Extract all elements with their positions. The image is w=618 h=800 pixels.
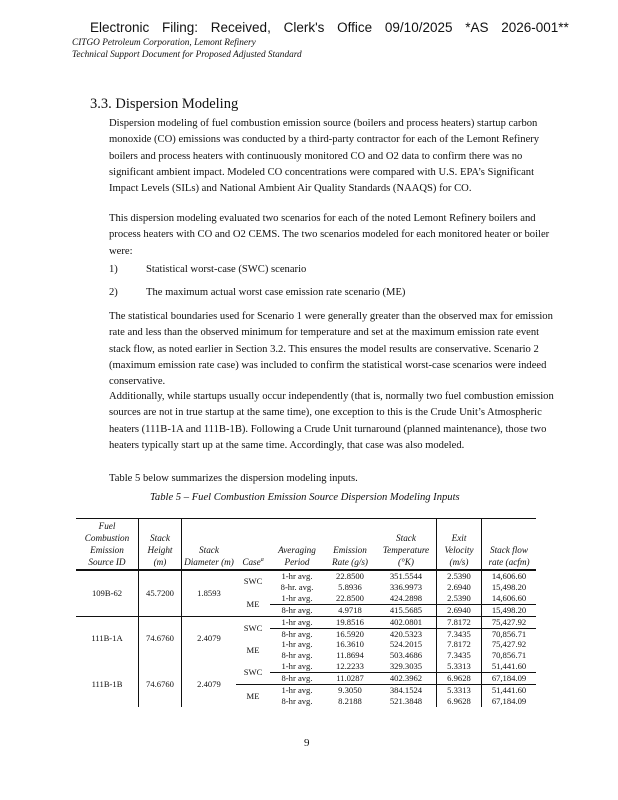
cell-temp: 420.5323 bbox=[376, 628, 437, 639]
cell-period: 8-hr. avg. bbox=[280, 581, 314, 592]
header-source-id: Fuel Combustion Emission Source ID bbox=[76, 519, 139, 571]
cell-period: 1-hr avg. bbox=[281, 571, 313, 581]
header-stack-flow-rate: Stack flow rate (acfm) bbox=[482, 519, 537, 571]
paragraph-intro: Dispersion modeling of fuel combustion emission source (boilers and process heaters) startup carbon monoxide (CO) emissions was conducted by a third-party contractor for each of the Lemont Refinery boilers and process heaters with continuously monitored CO and O2 data to confirm there was no significant ambient impact. Modeled CO concentrations were compared with U.S. EPA’s Significant Impact Levels (SILs) and National Ambient Air Quality Standards (NAAQS) for CO. bbox=[109, 118, 540, 195]
cell-period: 1-hr avg. bbox=[270, 616, 324, 628]
cell-velocity: 7.3435 bbox=[437, 628, 482, 639]
cell-flow: 51,441.60 bbox=[491, 661, 527, 672]
cell-velocity: 5.3313 bbox=[437, 685, 482, 696]
cell-case: SWC bbox=[243, 667, 263, 678]
cell-case: SWC bbox=[236, 616, 270, 639]
paragraph-startup-exception: Additionally, while startups usually occur independently (that is, normally two fuel combustion emission sources are not in true startup at the same time), one exception to this is the Crude Unit’s Atmospheric heaters (111B-1A and 111B-1B). Following a Crude Unit turnaround (planned maintenance), those two heaters typically start up at the same time. Accordingly, that case was also modeled. bbox=[109, 391, 554, 451]
cell-velocity: 2.5390 bbox=[437, 570, 482, 582]
dispersion-modeling-inputs-table bbox=[76, 518, 536, 707]
cell-temp: 415.5685 bbox=[376, 604, 437, 616]
cell-rate: 16.3610 bbox=[336, 639, 364, 650]
cell-velocity: 2.6940 bbox=[437, 604, 482, 616]
cell-case: ME bbox=[246, 644, 260, 655]
header-stack-temperature: Stack Temperature (°K) bbox=[376, 519, 437, 571]
list-number: 2) bbox=[109, 287, 118, 298]
cell-flow: 75,427.92 bbox=[482, 616, 537, 628]
cell-velocity: 5.3313 bbox=[437, 661, 482, 672]
cell-flow: 14,606.60 bbox=[491, 571, 527, 581]
cell-rate: 19.8516 bbox=[324, 616, 376, 628]
cell-velocity: 7.8172 bbox=[437, 616, 482, 628]
header-case: Case$^a$ bbox=[236, 519, 270, 571]
cell-flow: 70,856.71 bbox=[491, 650, 527, 661]
cell-rate: 8.2188 bbox=[338, 695, 362, 706]
cell-velocity: 7.8172 bbox=[437, 639, 482, 650]
footnote-marker: a bbox=[260, 556, 264, 563]
cell-flow: 70,856.71 bbox=[482, 628, 537, 639]
cell-temp: 503.4686 bbox=[376, 650, 437, 661]
cell-case: ME bbox=[246, 598, 260, 609]
cell-flow: 67,184.09 bbox=[482, 673, 537, 685]
cell-rate: 5.8936 bbox=[338, 581, 362, 592]
cell-period: 8-hr avg. bbox=[281, 650, 313, 661]
cell-velocity: 2.6940 bbox=[437, 582, 482, 593]
cell-stack-height: 74.6760 bbox=[139, 661, 182, 707]
table-caption: Table 5 – Fuel Combustion Emission Source Dispersion Modeling Inputs bbox=[150, 492, 460, 503]
section-title: 3.3. Dispersion Modeling bbox=[90, 96, 239, 112]
cell-temp: 351.5544 bbox=[376, 570, 437, 582]
header-emission-rate: Emission Rate (g/s) bbox=[324, 519, 376, 571]
cell-stack-height: 45.7200 bbox=[139, 570, 182, 616]
electronic-filing-stamp: Electronic Filing: Received, Clerk's Office 09/10/2025 *AS 2026-001** bbox=[90, 20, 569, 35]
cell-temp: 384.1524 bbox=[376, 685, 437, 696]
table-row bbox=[76, 616, 536, 628]
table-header-row bbox=[76, 519, 536, 571]
header-averaging-period: Averaging Period bbox=[270, 519, 324, 571]
table-row bbox=[76, 570, 536, 582]
cell-source-id: 111B-1A bbox=[76, 616, 139, 661]
page-number: 9 bbox=[304, 737, 310, 749]
cell-temp: 524.2015 bbox=[376, 639, 437, 650]
list-text: The maximum actual worst case emission rate scenario (ME) bbox=[146, 287, 406, 298]
cell-period: 8-hr avg. bbox=[270, 628, 324, 639]
cell-stack-height: 74.6760 bbox=[139, 616, 182, 661]
header-stack-diameter: Stack Diameter (m) bbox=[182, 519, 237, 571]
cell-rate: 22.8500 bbox=[336, 571, 364, 581]
cell-flow: 14,606.60 bbox=[491, 592, 527, 603]
cell-velocity: 6.9628 bbox=[437, 673, 482, 685]
cell-rate: 11.0287 bbox=[324, 673, 376, 685]
cell-stack-diameter: 2.4079 bbox=[182, 616, 237, 661]
cell-temp: 402.0801 bbox=[376, 616, 437, 628]
cell-stack-diameter: 1.8593 bbox=[197, 587, 221, 598]
paragraph-scenarios: This dispersion modeling evaluated two scenarios for each of the noted Lemont Refinery boilers and process heaters with CO and O2 CEMS. The two scenarios modeled for each monitored heater or boiler were: bbox=[109, 213, 550, 257]
cell-flow: 75,427.92 bbox=[491, 639, 527, 650]
cell-period: 1-hr avg. bbox=[281, 661, 313, 672]
list-text: Statistical worst-case (SWC) scenario bbox=[146, 264, 307, 275]
cell-case: SWC bbox=[243, 576, 263, 587]
cell-period: 8-hr avg. bbox=[270, 673, 324, 685]
cell-period: 8-hr avg. bbox=[281, 695, 313, 706]
paragraph-statistical-boundaries: The statistical boundaries used for Scenario 1 were generally greater than the observed max for emission rate and less than the observed minimum for temperature and set at the maximum emission rate event stack flow, as noted earlier in Section 3.2. This ensures the model results are conservative. Scenario 2 (maximum emission rate case) was included to confirm the statistical worst-case scenarios were indeed conservative. bbox=[109, 311, 553, 388]
list-number: 1) bbox=[109, 264, 118, 275]
cell-temp: 336.9973 bbox=[376, 582, 437, 593]
cell-period: 1-hr avg. bbox=[270, 685, 324, 696]
cell-velocity: 6.9628 bbox=[437, 696, 482, 707]
cell-source-id: 109B-62 bbox=[76, 570, 139, 616]
cell-rate: 16.5920 bbox=[324, 628, 376, 639]
cell-rate: 12.2233 bbox=[336, 661, 364, 672]
cell-temp: 402.3962 bbox=[376, 673, 437, 685]
cell-temp: 521.3848 bbox=[376, 696, 437, 707]
cell-period: 1-hr avg. bbox=[281, 639, 313, 650]
cell-velocity: 7.3435 bbox=[437, 650, 482, 661]
list-item-swc bbox=[109, 264, 306, 275]
cell-rate: 4.9718 bbox=[324, 604, 376, 616]
cell-velocity: 2.5390 bbox=[437, 593, 482, 604]
cell-rate: 9.3050 bbox=[324, 685, 376, 696]
cell-rate: 22.8500 bbox=[336, 592, 364, 603]
cell-flow: 15,498.20 bbox=[491, 581, 527, 592]
header-stack-height: Stack Height (m) bbox=[139, 519, 182, 571]
cell-case: ME bbox=[236, 685, 270, 707]
running-header-company: CITGO Petroleum Corporation, Lemont Refinery bbox=[72, 38, 256, 48]
cell-period: 1-hr avg. bbox=[281, 592, 313, 603]
cell-period: 8-hr avg. bbox=[270, 604, 324, 616]
cell-flow: 67,184.09 bbox=[491, 695, 527, 706]
running-header-document: Technical Support Document for Proposed Adjusted Standard bbox=[72, 50, 302, 60]
cell-temp: 329.3035 bbox=[376, 661, 437, 672]
table-row bbox=[76, 661, 536, 672]
cell-rate: 11.8694 bbox=[336, 650, 364, 661]
cell-stack-diameter: 2.4079 bbox=[197, 678, 221, 689]
cell-flow: 15,498.20 bbox=[482, 604, 537, 616]
list-item-me bbox=[109, 287, 405, 298]
cell-temp: 424.2898 bbox=[376, 593, 437, 604]
header-exit-velocity: Exit Velocity (m/s) bbox=[437, 519, 482, 571]
cell-flow: 51,441.60 bbox=[482, 685, 537, 696]
cell-source-id: 111B-1B bbox=[76, 661, 139, 707]
paragraph-table-intro: Table 5 below summarizes the dispersion modeling inputs. bbox=[109, 473, 358, 484]
